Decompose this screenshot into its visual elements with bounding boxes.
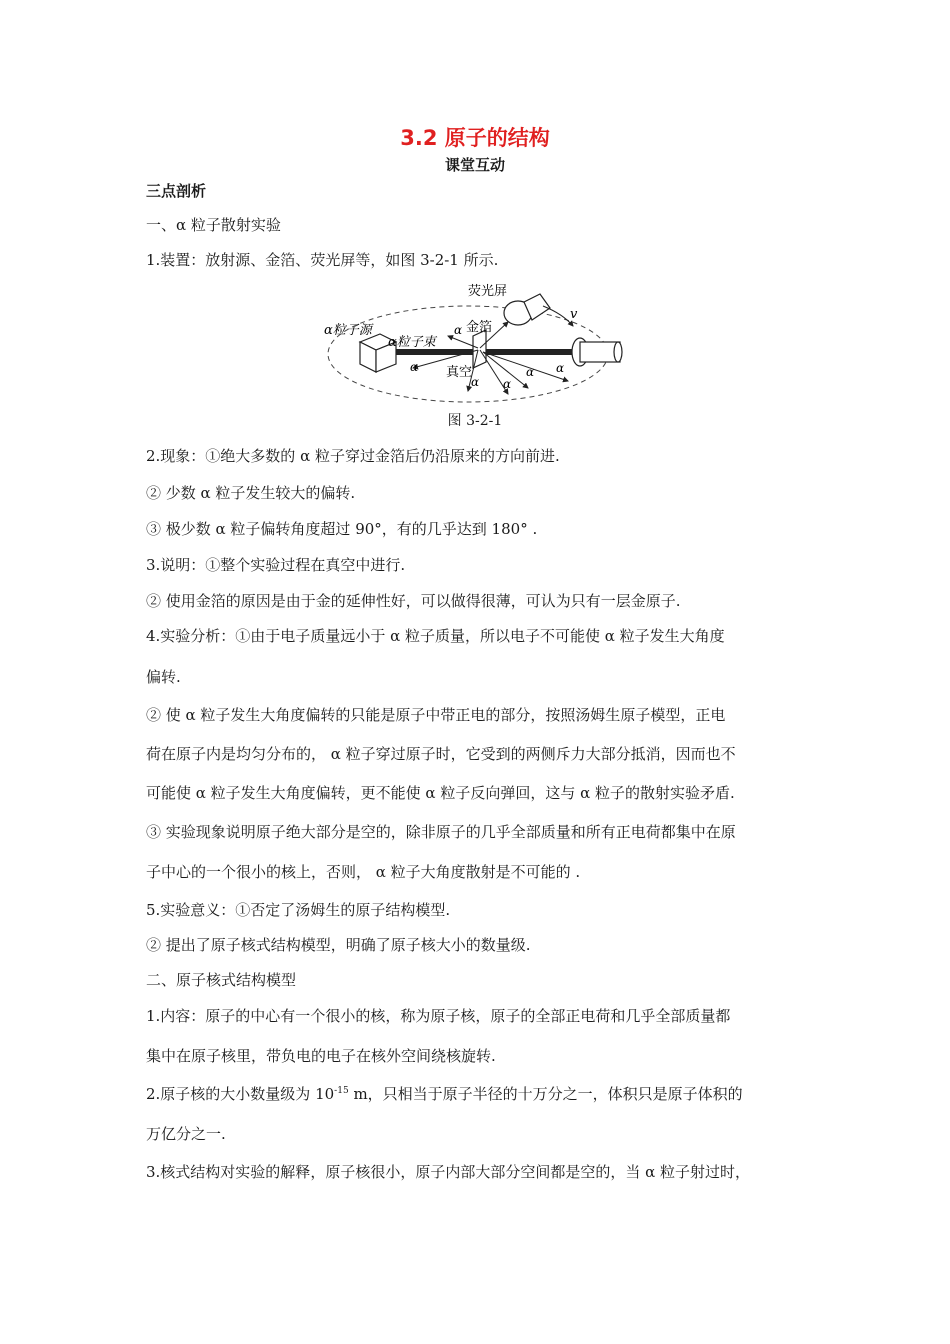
paragraph-explanation-2: ② 使用金箔的原因是由于金的延伸性好，可以做得很薄，可认为只有一层金原子. [146, 592, 681, 610]
paragraph-nucleus-size [146, 1083, 743, 1104]
label-velocity: v [570, 307, 578, 322]
paragraph-apparatus: 1.装置：放射源、金箔、荧光屏等，如图 3-2-1 所示. [146, 251, 499, 269]
size-prefix: 2.原子核的大小数量级为 10 [146, 1085, 335, 1103]
paragraph-content-b: 集中在原子核里，带负电的电子在核外空间绕核旋转. [146, 1047, 496, 1065]
heading-alpha-scattering: 一、α 粒子散射实验 [146, 216, 281, 234]
label-alpha: α [410, 360, 419, 374]
label-beam: α粒子束 [388, 335, 436, 350]
paragraph-phenomenon-3: ③ 极少数 α 粒子偏转角度超过 90°，有的几乎达到 180° . [146, 520, 538, 538]
label-alpha: α [503, 377, 512, 391]
label-vacuum: 真空 [446, 365, 473, 380]
page-subtitle: 课堂互动 [444, 156, 505, 174]
label-alpha: α [471, 375, 480, 389]
alpha-scattering-diagram [318, 276, 628, 406]
paragraph-phenomenon-2: ② 少数 α 粒子发生较大的偏转. [146, 484, 356, 502]
size-suffix: m，只相当于原子半径的十万分之一，体积只是原子体积的 [348, 1085, 743, 1103]
paragraph-analysis-cont: 偏转. [146, 668, 181, 686]
page-title: 3.2 原子的结构 [400, 126, 550, 150]
label-screen: 荧光屏 [468, 284, 508, 299]
section-heading: 三点剖析 [146, 182, 207, 200]
figure-caption: 图 3-2-1 [447, 413, 503, 429]
fluorescent-screen [504, 294, 550, 325]
paragraph-content-a: 1.内容：原子的中心有一个很小的核，称为原子核，原子的全部正电荷和几乎全部质量都 [146, 1007, 731, 1025]
label-alpha: α [526, 365, 535, 379]
paragraph-analysis: 4.实验分析：①由于电子质量远小于 α 粒子质量，所以电子不可能使 α 粒子发生大角度 [146, 627, 725, 645]
heading-nuclear-model: 二、原子核式结构模型 [146, 971, 297, 989]
paragraph-analysis-2c: 可能使 α 粒子发生大角度偏转，更不能使 α 粒子反向弹回，这与 α 粒子的散射实验矛盾. [146, 784, 735, 802]
paragraph-significance: 5.实验意义：①否定了汤姆生的原子结构模型. [146, 901, 451, 919]
label-alpha: α [454, 323, 463, 337]
detector-right [572, 338, 622, 366]
paragraph-explanation: 3.说明：①整个实验过程在真空中进行. [146, 556, 406, 574]
paragraph-analysis-3b: 子中心的一个很小的核上，否则， α 粒子大角度散射是不可能的 . [146, 863, 581, 881]
label-source: α粒子源 [324, 323, 372, 338]
paragraph-phenomenon: 2.现象：①绝大多数的 α 粒子穿过金箔后仍沿原来的方向前进. [146, 447, 560, 465]
paragraph-analysis-3a: ③ 实验现象说明原子绝大部分是空的，除非原子的几乎全部质量和所有正电荷都集中在原 [146, 823, 736, 841]
paragraph-explanation-model: 3.核式结构对实验的解释，原子核很小，原子内部大部分空间都是空的，当 α 粒子射过时， [146, 1163, 750, 1181]
label-alpha: α [556, 361, 565, 375]
size-exponent: -15 [334, 1086, 349, 1096]
label-foil: 金箔 [466, 320, 493, 335]
paragraph-analysis-2b: 荷在原子内是均匀分布的， α 粒子穿过原子时，它受到的两侧斥力大部分抵消，因而也不 [146, 745, 736, 763]
paragraph-nucleus-size-cont: 万亿分之一. [146, 1125, 226, 1143]
paragraph-significance-2: ② 提出了原子核式结构模型，明确了原子核大小的数量级. [146, 936, 531, 954]
paragraph-analysis-2a: ② 使 α 粒子发生大角度偏转的只能是原子中带正电的部分，按照汤姆生原子模型，正电 [146, 706, 726, 724]
